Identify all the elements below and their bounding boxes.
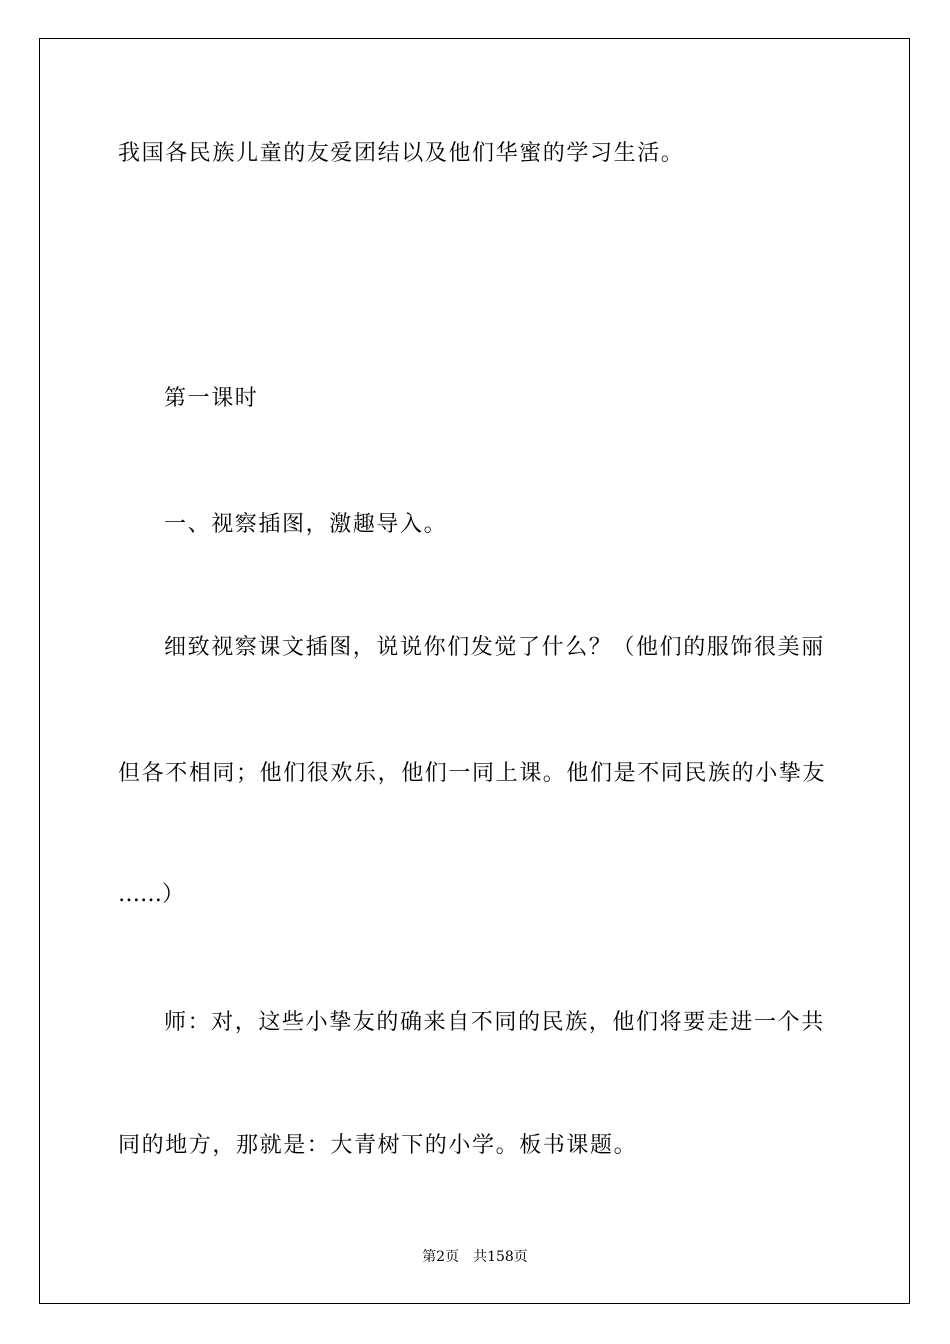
body-line-5: 但各不相同；他们很欢乐，他们一同上课。他们是不同民族的小挚友 xyxy=(118,761,827,786)
body-line-7: 师：对，这些小挚友的确来自不同的民族，他们将要走进一个共 xyxy=(164,1010,825,1035)
section-heading: 一、视察插图，激趣导入。 xyxy=(164,512,448,537)
body-line-6: ……） xyxy=(118,882,185,907)
lesson-heading: 第一课时 xyxy=(164,386,259,411)
body-line-1: 我国各民族儿童的友爱团结以及他们华蜜的学习生活。 xyxy=(118,141,685,166)
page-border xyxy=(39,38,910,1304)
body-line-4: 细致视察课文插图，说说你们发觉了什么？（他们的服饰很美丽 xyxy=(164,635,825,660)
body-line-8: 同的地方，那就是：大青树下的小学。板书课题。 xyxy=(118,1133,638,1158)
page-number-footer: 第2页 共158页 xyxy=(422,1249,528,1265)
